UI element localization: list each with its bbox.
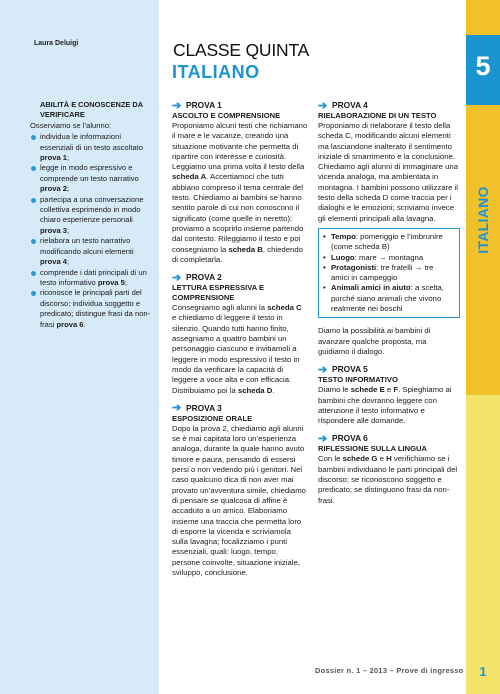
arrow-icon: ➔ [172, 271, 182, 284]
prova-6 [318, 433, 460, 505]
prova-subtitle: RIELABORAZIONE DI UN TESTO [318, 111, 437, 120]
arrow-icon: ➔ [318, 432, 328, 445]
element-item: • Tempo: pomeriggio e l’imbrunire (come scheda B) [323, 232, 453, 253]
element-item: • Animali amici in aiuto: a scelta, purché siano animali che vivono realmente nei boschi [323, 283, 453, 314]
skills-title: ABILITÀ E CONOSCENZE DA VERIFICARE [40, 100, 143, 120]
prova-text: Con le schede G e H verifichiamo se i bambini individuano le parti principali del discorso; se riconoscono soggetto e predicato; se distinguono frasi da non-frasi. [318, 454, 458, 505]
prova-subtitle: ESPOSIZIONE ORALE [172, 413, 253, 423]
skills-intro: Osserviamo se l’alunno: [30, 120, 112, 130]
prova-text: Dopo la prova 2, chiediamo agli alunni se è mai capitata loro un’esperienza analoga, durante la quale hanno avuto timore e paura, pensando di essersi persi o non vedendo più i genitori. Nel caso qualcuno dica di non aver mai provato un’avventura simile, chiediamo di pensare se qualcosa di affine è accaduto a un amico. Elaboriamo insieme una traccia che permetta loro di esporre la vicenda e scriviamola sulla lavagna; focalizziamo i punti essenziali, quali: luogo, tempo, persone coinvolte, situazione iniziale, sviluppo, conclusione. [172, 423, 306, 577]
prova-title: PROVA 5 [332, 364, 368, 375]
elements-box [318, 228, 460, 318]
prova-4 [318, 100, 460, 357]
arrow-icon: ➔ [172, 402, 182, 415]
prova-text: Consegniamo agli alunni la scheda C e chiediamo di leggere il testo in silenzio. Quando tutti hanno finito, assegniamo a quattro bambini un personaggio ciascuno e invitiamoli a leggere in modo espressivo il testo in modo da verificare la capacità di leggere a voce alta e con efficacia. Distribuiamo poi la scheda D. [172, 303, 302, 395]
side-label: ITALIANO [475, 186, 491, 254]
prova-text: Proponiamo di rielaborare il testo della scheda C, modificando alcuni elementi ma lasciandone inalterato il sentimento iniziale di smarrimento e la conclusione. Chiediamo agli alunni di immaginare una vicenda analoga, ma ambientata in montagna. I bambini possono utilizzare il testo della scheda D come traccia per i dialoghi e le emozioni; scriviamo invece gli elementi principali alla lavagna. [318, 121, 459, 223]
prova-title: PROVA 4 [332, 100, 368, 110]
prova-title: PROVA 2 [186, 272, 222, 283]
prova-subtitle: LETTURA ESPRESSIVA E COMPRENSIONE [172, 283, 265, 303]
prova-5 [318, 364, 460, 426]
footer-text: Dossier n. 1 – 2013 – Prove di ingresso [315, 666, 464, 675]
grade-tab [466, 35, 500, 105]
author-name: Laura Deluigi [34, 40, 79, 47]
prova-subtitle: TESTO INFORMATIVO [318, 375, 398, 385]
prova-text: Diamo le schede E e F. Spieghiamo ai bambini che dovranno leggere con attenzione il testo informativo e rispondere alle domande. [318, 385, 452, 426]
subject-title: ITALIANO [172, 62, 260, 82]
page-number: 1 [479, 664, 487, 679]
right-column [318, 100, 460, 513]
arrow-icon: ➔ [172, 99, 182, 112]
arrow-icon: ➔ [318, 99, 328, 112]
middle-column [172, 100, 308, 585]
prova-2 [172, 272, 308, 396]
prova-3 [172, 403, 308, 578]
skill-item: riconosce le principali parti del discorso; individua soggetto e predicato; distingue frasi da non-frasi prova 6. [30, 288, 152, 330]
element-item: • Luogo: mare → montagna [323, 253, 453, 263]
grade-number: 5 [475, 51, 491, 81]
element-item: • Protagonisti: tre fratelli → tre amici in campeggio [323, 263, 453, 284]
skills-list [30, 132, 152, 330]
skill-item: partecipa a una conversazione collettiva esprimendo in modo chiaro esperienze personali prova 3; [30, 195, 152, 237]
prova-title: PROVA 1 [186, 100, 222, 110]
skill-item: rielabora un testo narrativo modificando alcuni elementi prova 4; [30, 236, 152, 267]
skill-item: individua le informazioni essenziali di un testo ascoltato prova 1; [30, 132, 152, 163]
prova-subtitle: ASCOLTO E COMPRENSIONE [172, 111, 281, 120]
page-title: CLASSE QUINTA [173, 40, 310, 60]
prova-subtitle: RIFLESSIONE SULLA LINGUA [318, 444, 427, 454]
prova-title: PROVA 3 [186, 402, 222, 413]
prova-text: Diamo la possibilità ai bambini di avanzare qualche proposta, ma guidiamo il dialogo. [318, 326, 431, 356]
prova-title: PROVA 6 [332, 433, 368, 444]
skills-box [30, 100, 152, 330]
arrow-icon: ➔ [318, 363, 328, 376]
skill-item: comprende i dati principali di un testo informativo prova 5; [30, 268, 152, 289]
prova-1 [172, 100, 308, 265]
prova-text: Proponiamo alcuni testi che richiamano il mare e le vacanze, creando una situazione motivante che permetta di ripartire con interesse e curiosità. Leggiamo una prima volta il testo della scheda A. Accertiamoci che tutti abbiano compreso il tema centrale del testo. Chiediamo ai bambini se hanno sentito parole di cui non conoscono il significato (come quelle in neretto): proviamo a scoprirlo insieme partendo dal contesto. Rileggiamo il testo e poi consegniamo la scheda B, chiedendo di completarla. [172, 121, 308, 264]
skill-item: legge in modo espressivo e comprende un testo narrativo prova 2; [30, 163, 152, 194]
